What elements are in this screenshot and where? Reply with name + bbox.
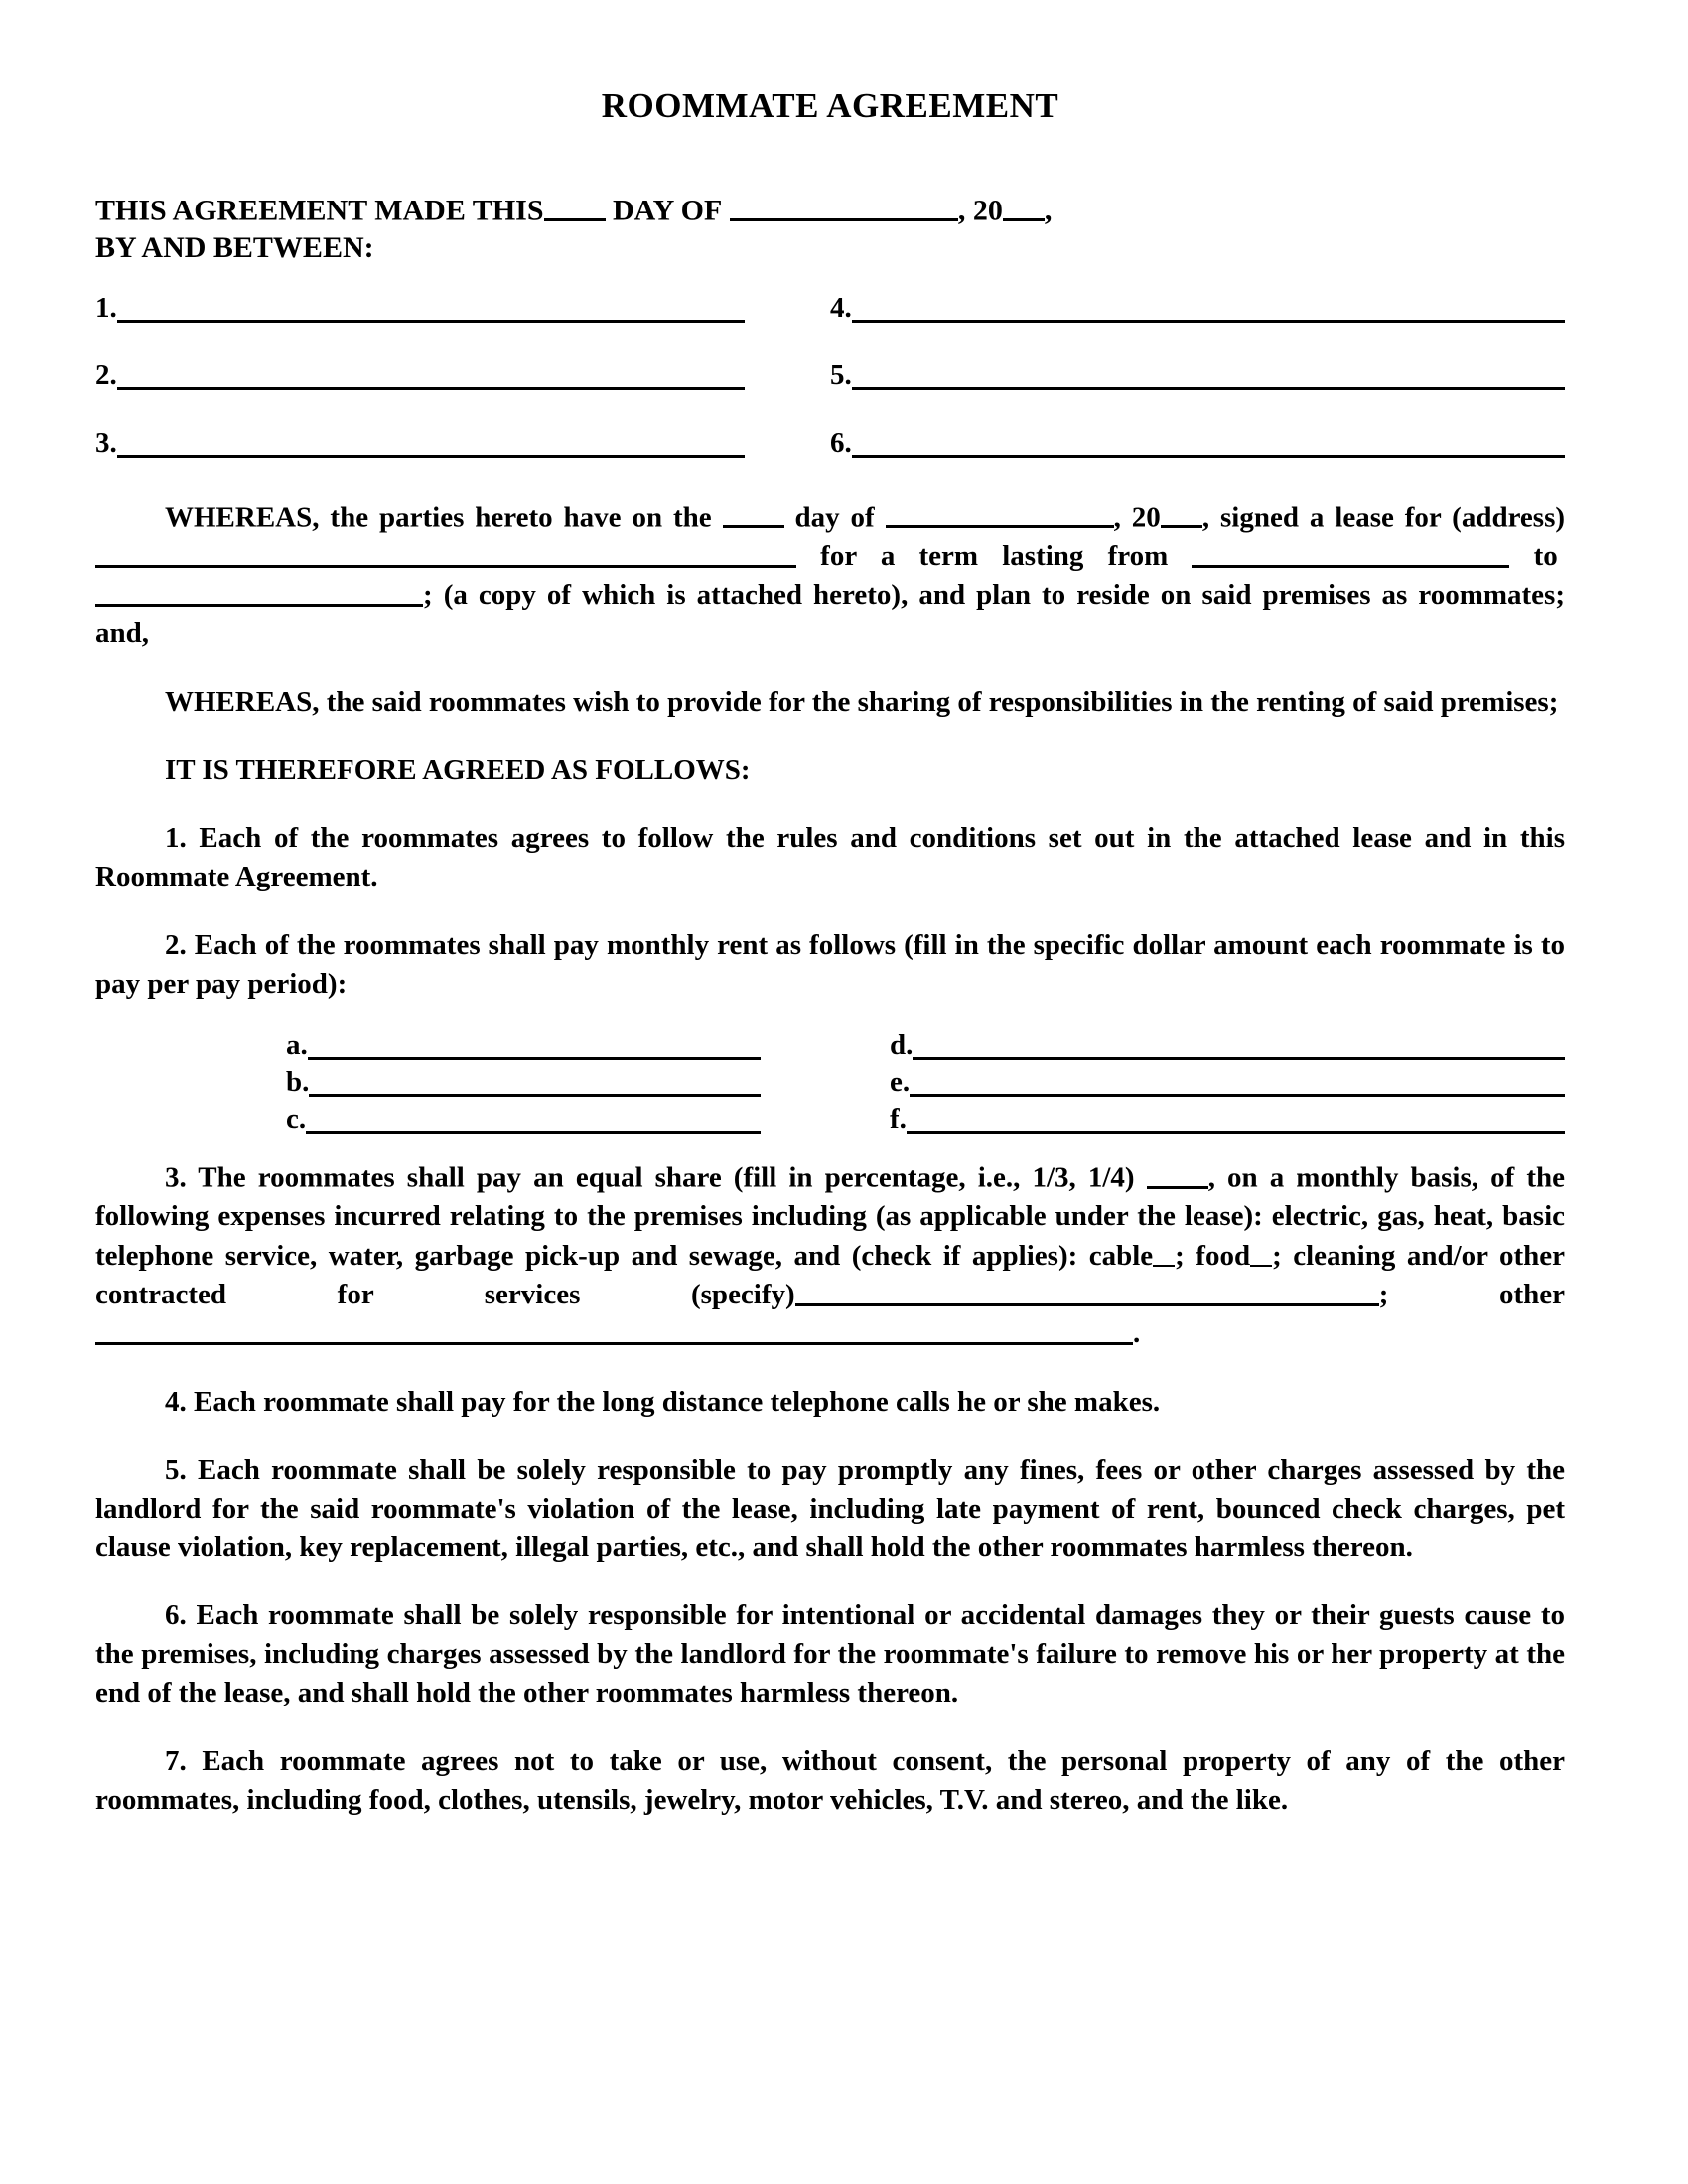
clause-4: 4. Each roommate shall pay for the long distance telephone calls he or she makes.: [165, 1385, 1161, 1418]
party-cell-6: [830, 428, 1565, 495]
table-row: [95, 1068, 1565, 1105]
month-blank[interactable]: [730, 188, 958, 222]
party-number-1: 1.: [95, 292, 117, 325]
party-name-blank-1[interactable]: [117, 294, 745, 324]
comma-label: ,: [1044, 194, 1053, 226]
cable-check-blank[interactable]: [1153, 1236, 1175, 1267]
party-cell-3: [95, 428, 830, 495]
services-specify-blank[interactable]: [795, 1277, 1379, 1307]
party-number-3: 3.: [95, 426, 117, 459]
party-name-blank-2[interactable]: [117, 360, 745, 390]
table-row: [95, 360, 1565, 428]
rent-amount-blank-a[interactable]: [308, 1031, 761, 1060]
table-row: [95, 1031, 1565, 1068]
agreed-heading: IT IS THEREFORE AGREED AS FOLLOWS:: [165, 753, 751, 786]
made-this-label: THIS AGREEMENT MADE THIS: [95, 194, 544, 226]
clause-3-seg-5: ;: [1378, 1279, 1389, 1311]
rent-letter-b: b.: [286, 1066, 310, 1099]
party-cell-1: [95, 294, 830, 361]
clause-3-seg-1: 3. The roommates shall pay an equal share (fill in percentage, i.e., 1/3, 1/4): [165, 1161, 1135, 1194]
recital-1-seg-6: to: [1533, 540, 1558, 573]
party-name-blank-5[interactable]: [852, 360, 1565, 390]
rent-cell-e: [830, 1068, 1565, 1105]
rent-amount-blank-e[interactable]: [910, 1068, 1565, 1097]
other-expenses-blank[interactable]: [95, 1314, 1133, 1345]
day-of-label: DAY OF: [613, 194, 723, 226]
table-row: [95, 1105, 1565, 1142]
rent-amount-blank-c[interactable]: [306, 1105, 761, 1134]
rent-amount-blank-f[interactable]: [907, 1105, 1565, 1134]
term-start-blank[interactable]: [1192, 538, 1509, 569]
clause-6: 6. Each roommate shall be solely responsible for intentional or accidental damages they or their guests cause to the premises, including charges assessed by the landlord for the roommate's failure to remove his or her property at the end of the lease, and shall hold the other roommates harmless thereon.: [95, 1599, 1565, 1708]
year-prefix-label: , 20: [957, 194, 1003, 226]
recital-1-seg-5: for a term lasting from: [820, 540, 1169, 573]
document-content: [95, 87, 1565, 1849]
party-number-2: 2.: [95, 359, 117, 392]
layout-spacer: [95, 1142, 1565, 1156]
clause-7: 7. Each roommate agrees not to take or use, without consent, the personal property of any of the other roommates, including food, clothes, utensils, jewelry, motor vehicles, T.V. and stereo, and the like.: [95, 1744, 1565, 1816]
table-row: [95, 428, 1565, 495]
day-blank[interactable]: [544, 188, 606, 222]
rent-cell-c: [95, 1105, 830, 1142]
lease-year-blank[interactable]: [1161, 495, 1202, 528]
party-blanks-table: [95, 294, 1565, 495]
recital-1-seg-2: day of: [794, 501, 875, 534]
party-name-blank-6[interactable]: [852, 428, 1565, 458]
party-cell-5: [830, 360, 1565, 428]
rent-share-blanks-table: [95, 1028, 1565, 1142]
party-number-6: 6.: [830, 426, 852, 459]
agreement-date-header: [95, 188, 1565, 268]
term-end-blank[interactable]: [95, 576, 423, 607]
rent-letter-c: c.: [286, 1103, 307, 1136]
clause-5: 5. Each roommate shall be solely responsible to pay promptly any fines, fees or other charges assessed by the landlord for the said roommate's violation of the lease, including late payment of rent, bounced check charges, pet clause violation, key replacement, illegal parties, etc., and shall hold the other roommates harmless thereon.: [95, 1453, 1565, 1564]
by-and-between-label: BY AND BETWEEN:: [95, 231, 374, 265]
party-name-blank-3[interactable]: [117, 428, 745, 458]
rent-amount-blank-d[interactable]: [913, 1031, 1565, 1060]
recital-1-seg-7: ; (a copy of which is attached hereto), and plan to reside on said premises as roommates; and,: [95, 578, 1565, 649]
clause-3-seg-7: .: [1133, 1316, 1141, 1349]
rent-cell-f: [830, 1105, 1565, 1142]
party-cell-4: [830, 294, 1565, 361]
rent-cell-b: [95, 1068, 830, 1105]
table-row: [95, 294, 1565, 361]
rent-amount-blank-b[interactable]: [309, 1068, 761, 1097]
clause-3-seg-2: , on a monthly basis, of the following expenses incurred relating to the premises including (as applicable under the lease): electric, gas, heat, basic telephone service, water, garbage pick-up and sewage, and (check if applies): cable: [95, 1161, 1566, 1273]
party-name-blank-4[interactable]: [852, 294, 1565, 324]
food-check-blank[interactable]: [1250, 1236, 1272, 1267]
clause-3: [95, 1156, 1565, 1353]
address-blank[interactable]: [95, 538, 796, 569]
recital-1-seg-4: , signed a lease for (address): [1201, 501, 1566, 534]
party-number-5: 5.: [830, 359, 852, 392]
recital-first-paragraph: [95, 495, 1565, 653]
clause-3-seg-6: other: [1498, 1279, 1565, 1311]
rent-letter-e: e.: [890, 1066, 911, 1099]
percentage-blank[interactable]: [1147, 1156, 1208, 1188]
party-cell-2: [95, 360, 830, 428]
rent-letter-a: a.: [286, 1028, 308, 1061]
lease-day-blank[interactable]: [723, 495, 784, 528]
clause-3-seg-3: ; food: [1175, 1240, 1251, 1273]
rent-cell-d: [830, 1028, 1565, 1068]
rent-letter-f: f.: [890, 1103, 907, 1136]
clause-2: 2. Each of the roommates shall pay monthly rent as follows (fill in the specific dollar amount each roommate is to pay per pay period):: [95, 929, 1565, 1000]
agreement-date-line: [95, 188, 1565, 230]
recital-1-seg-1: WHEREAS, the parties hereto have on the: [165, 501, 712, 534]
recital-second-paragraph: WHEREAS, the said roommates wish to provide for the sharing of responsibilities in the renting of said premises;: [165, 685, 1559, 718]
clause-3-seg-4: ; cleaning and/or other contracted for services (specify): [95, 1240, 1565, 1311]
rent-cell-a: [95, 1028, 830, 1068]
party-number-4: 4.: [830, 292, 852, 325]
page-title: ROOMMATE AGREEMENT: [601, 86, 1059, 125]
rent-letter-d: d.: [890, 1028, 914, 1061]
year-blank[interactable]: [1003, 188, 1045, 222]
recital-1-seg-3: , 20: [1113, 501, 1161, 534]
lease-month-blank[interactable]: [886, 495, 1114, 528]
clause-1: 1. Each of the roommates agrees to follow the rules and conditions set out in the attached lease and in this Roommate Agreement.: [95, 822, 1565, 893]
